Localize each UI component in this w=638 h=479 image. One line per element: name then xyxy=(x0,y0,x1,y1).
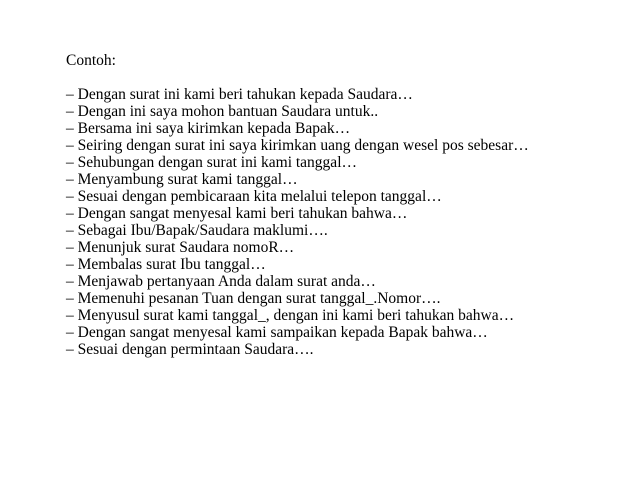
example-sentence-list xyxy=(66,86,626,358)
example-sentence: – Memenuhi pesanan Tuan dengan surat tanggal_.Nomor…. xyxy=(66,290,441,307)
example-sentence: – Sesuai dengan pembicaraan kita melalui telepon tanggal… xyxy=(66,188,442,205)
example-sentence: – Membalas surat Ibu tanggal… xyxy=(66,256,266,273)
example-sentence: – Sebagai Ibu/Bapak/Saudara maklumi…. xyxy=(66,222,328,239)
example-sentence: – Seiring dengan surat ini saya kirimkan uang dengan wesel pos sebesar… xyxy=(66,137,529,154)
example-sentence: – Menyambung surat kami tanggal… xyxy=(66,171,298,188)
example-sentence: – Menyusul surat kami tanggal_, dengan ini kami beri tahukan bahwa… xyxy=(66,307,515,324)
example-sentence: – Menjawab pertanyaan Anda dalam surat anda… xyxy=(66,273,376,290)
example-sentence: – Menunjuk surat Saudara nomoR… xyxy=(66,239,295,256)
example-sentence: – Dengan surat ini kami beri tahukan kepada Saudara… xyxy=(66,86,413,103)
example-sentence: – Dengan sangat menyesal kami sampaikan kepada Bapak bahwa… xyxy=(66,324,488,341)
example-sentence: – Dengan sangat menyesal kami beri tahukan bahwa… xyxy=(66,205,408,222)
example-sentence: – Bersama ini saya kirimkan kepada Bapak… xyxy=(66,120,351,137)
document-content xyxy=(66,52,626,358)
example-sentence: – Sesuai dengan permintaan Saudara…. xyxy=(66,341,314,358)
document-heading: Contoh: xyxy=(66,52,116,69)
example-sentence: – Dengan ini saya mohon bantuan Saudara untuk.. xyxy=(66,103,379,120)
example-sentence: – Sehubungan dengan surat ini kami tanggal… xyxy=(66,154,357,171)
